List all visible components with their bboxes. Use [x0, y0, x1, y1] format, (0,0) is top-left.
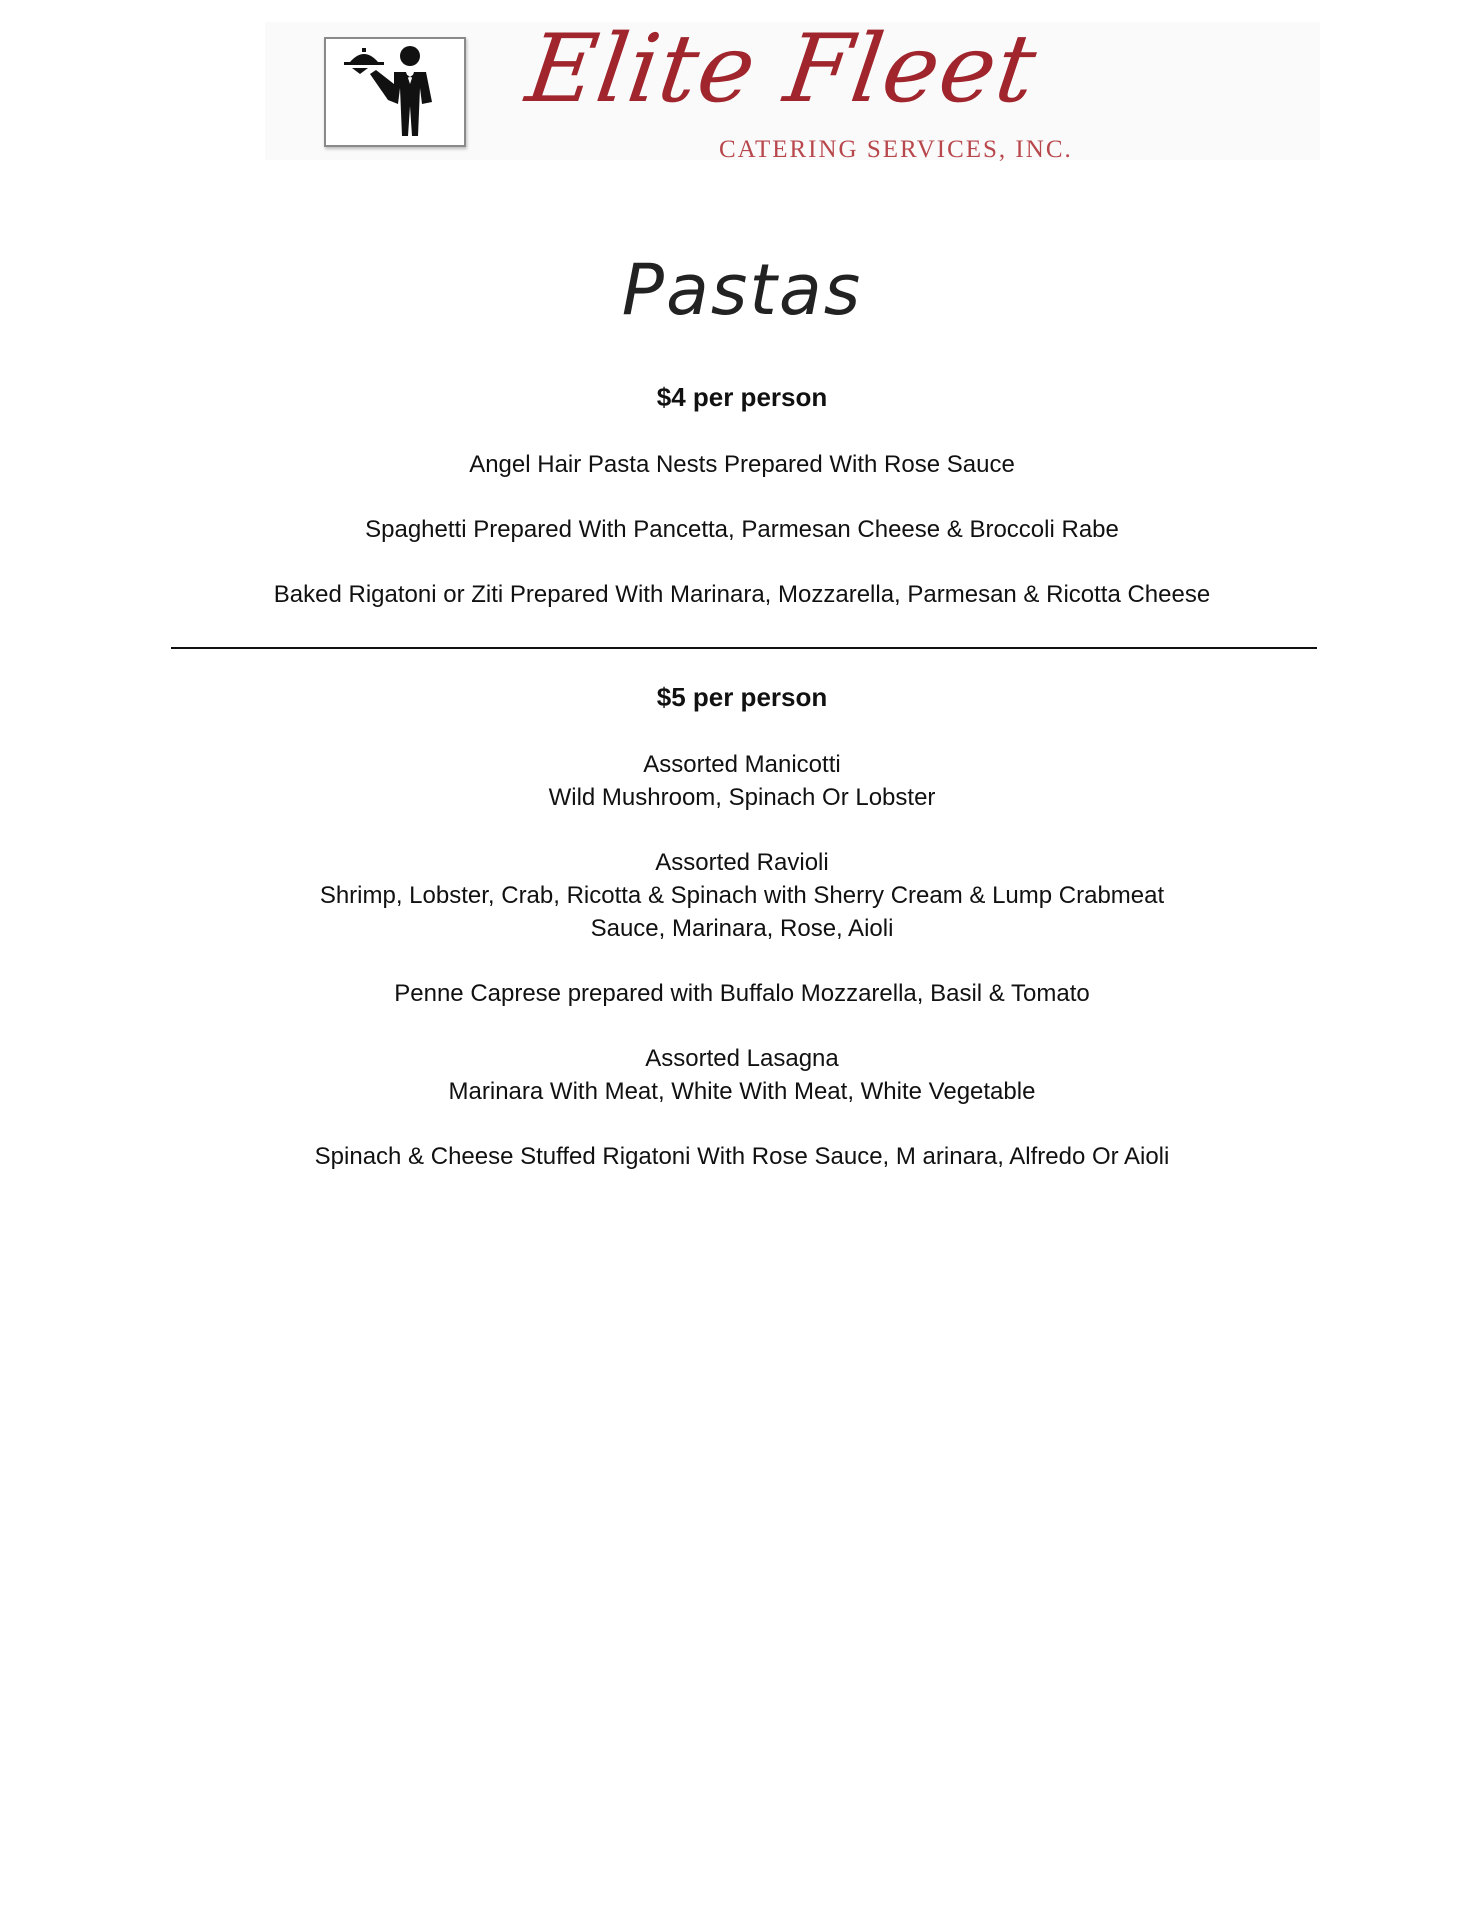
menu-item-detail: Shrimp, Lobster, Crab, Ricotta & Spinach with Sherry Cream & Lump Crabmeat	[319, 882, 1165, 909]
tier-4-price: $4 per person	[656, 382, 828, 412]
logo	[324, 37, 466, 147]
brand-subtitle: CATERING SERVICES, INC.	[719, 136, 1073, 163]
menu-item: Penne Caprese prepared with Buffalo Mozzarella, Basil & Tomato	[394, 980, 1090, 1007]
menu-item: Angel Hair Pasta Nests Prepared With Rose Sauce	[469, 451, 1015, 478]
menu-item-title: Assorted Ravioli	[655, 849, 829, 876]
section-divider	[171, 647, 1317, 649]
page-title: Pastas	[621, 249, 863, 331]
menu-item-title: Assorted Manicotti	[643, 751, 841, 778]
brand-name: Elite Fleet	[520, 15, 1044, 124]
menu-item-title: Assorted Lasagna	[645, 1045, 839, 1072]
menu-item: Spaghetti Prepared With Pancetta, Parmesan Cheese & Broccoli Rabe	[365, 516, 1119, 543]
menu-item-detail: Wild Mushroom, Spinach Or Lobster	[548, 784, 936, 811]
menu-item-detail: Sauce, Marinara, Rose, Aioli	[590, 915, 894, 942]
waiter-icon	[340, 44, 450, 140]
tier-5-price: $5 per person	[656, 682, 828, 712]
menu-item-detail: Marinara With Meat, White With Meat, White Vegetable	[448, 1078, 1036, 1105]
menu-item: Spinach & Cheese Stuffed Rigatoni With Rose Sauce, M arinara, Alfredo Or Aioli	[314, 1143, 1170, 1170]
menu-item: Baked Rigatoni or Ziti Prepared With Marinara, Mozzarella, Parmesan & Ricotta Cheese	[273, 581, 1211, 608]
